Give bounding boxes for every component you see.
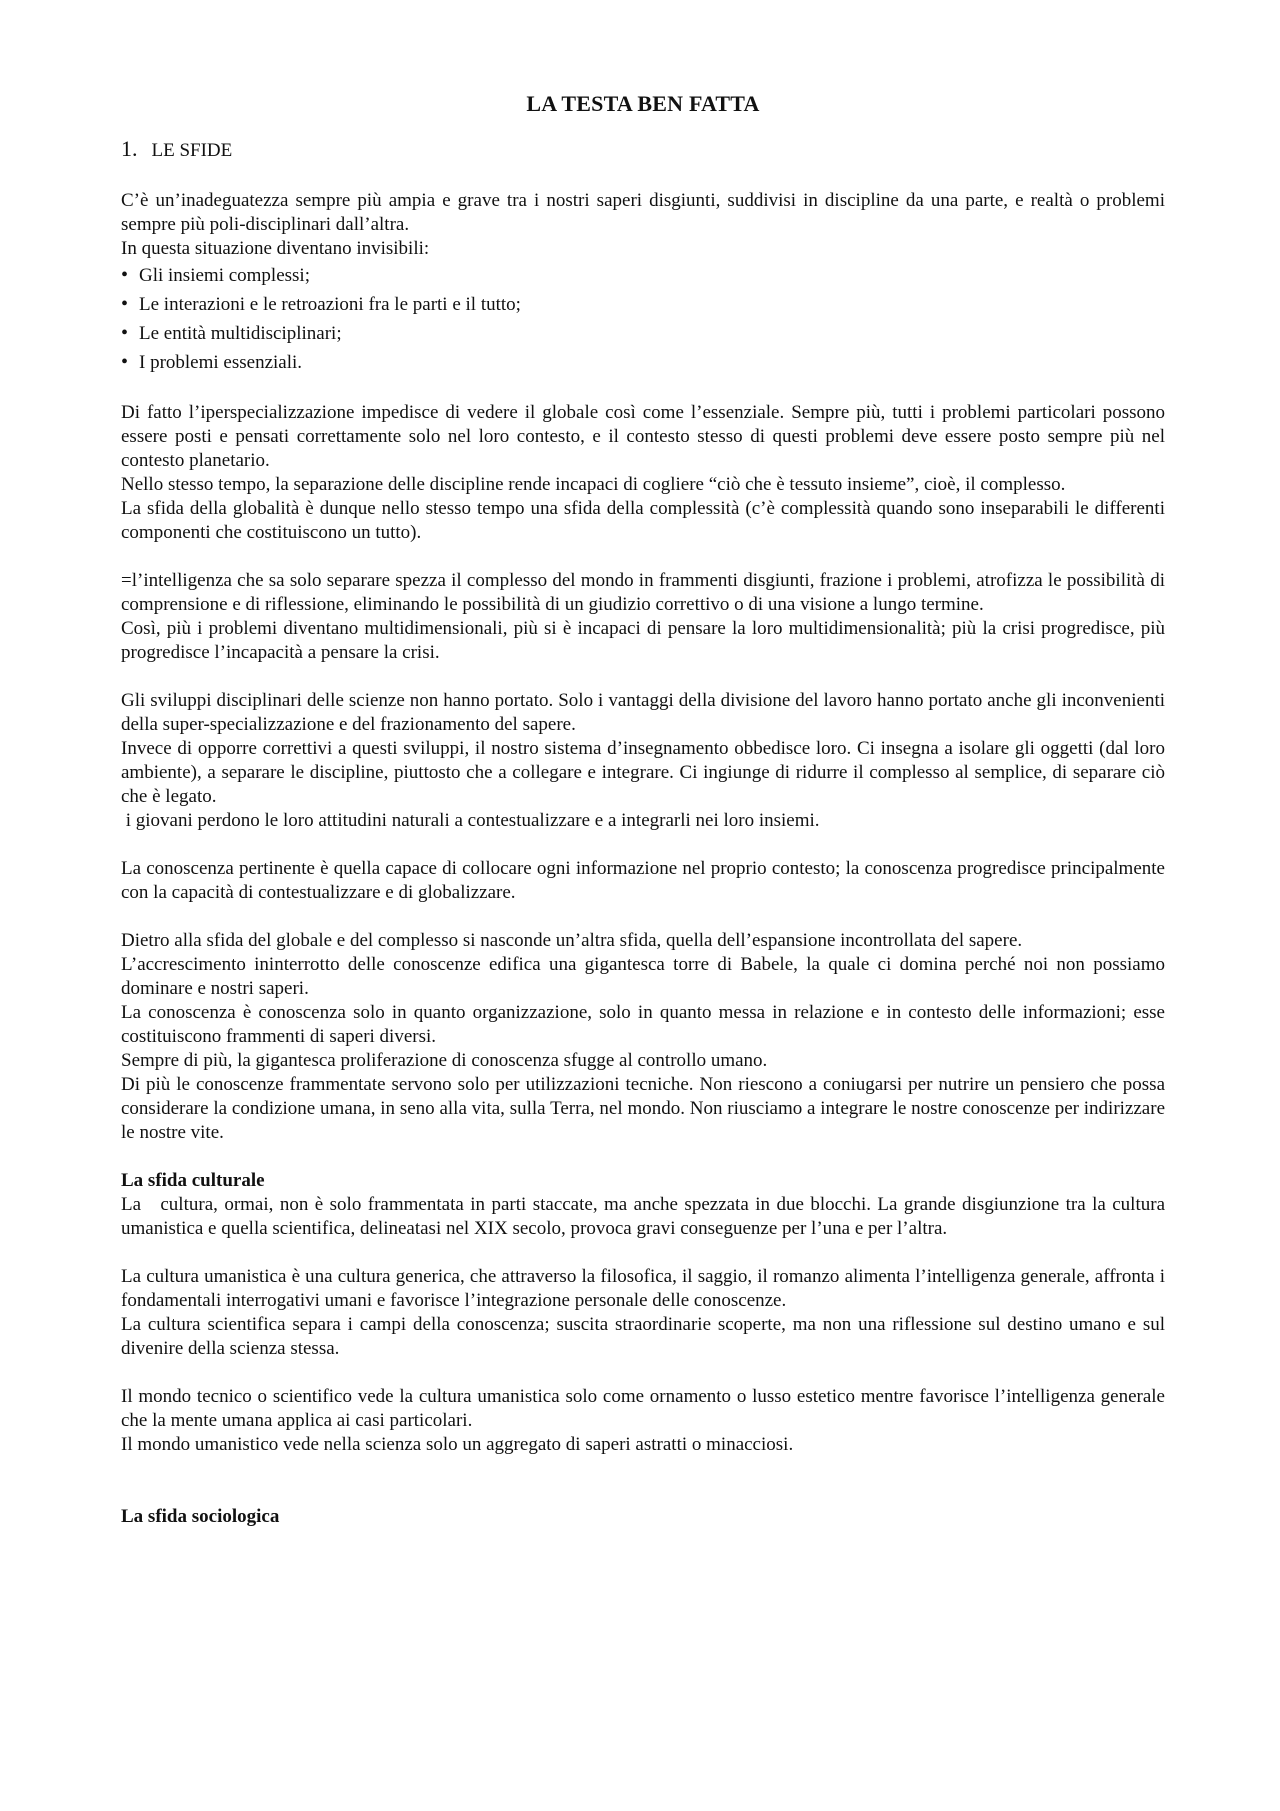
list-item: • Le entità multidisciplinari; [121,319,1165,348]
subsection-heading: La sfida culturale [121,1170,265,1191]
paragraph: La cultura umanistica è una cultura generica, che attraverso la filosofica, il saggio, il romanzo alimenta l’intelligenza generale, affronta i fondamentali interrogativi umani e favorisce l’integrazione personale delle conoscenze. [121,1266,1165,1311]
document-title: LA TESTA BEN FATTA [526,91,760,116]
subsection-heading: La sfida sociologica [121,1506,280,1527]
paragraph: Il mondo umanistico vede nella scienza solo un aggregato di saperi astratti o minacciosi. [121,1434,794,1455]
intro-block [121,189,1165,377]
section-label: LE SFIDE [151,140,233,161]
paragraph: Dietro alla sfida del globale e del complesso si nasconde un’altra sfida, quella dell’espansione incontrollata del sapere. [121,930,1023,951]
section-number: 1. [121,136,138,161]
hyperspecialization-block [121,401,1165,545]
pertinent-knowledge-block [121,857,1165,905]
paragraph: La sfida della globalità è dunque nello stesso tempo una sfida della complessità (c’è complessità quando sono inseparabili le differenti componenti che costituiscono un tutto). [121,498,1165,543]
disciplinary-block [121,689,1165,833]
paragraph: In questa situazione diventano invisibili: [121,238,430,259]
humanistic-culture-block [121,1265,1165,1361]
paragraph: Sempre di più, la gigantesca proliferazione di conoscenza sfugge al controllo umano. [121,1050,768,1071]
list-item: • Gli insiemi complessi; [121,261,1165,290]
paragraph: La cultura scientifica separa i campi della conoscenza; suscita straordinarie scoperte, ma non una riflessione sul destino umano e sul divenire della scienza stessa. [121,1314,1165,1359]
paragraph: Di fatto l’iperspecializzazione impedisce di vedere il globale così come l’essenziale. Sempre più, tutti i problemi particolari possono essere posti e pensati correttamente solo nel loro contesto, e il contesto stesso di questi problemi deve essere posto sempre più nel contesto planetario. [121,402,1165,471]
paragraph: La conoscenza è conoscenza solo in quanto organizzazione, solo in quanto messa in relazione e in contesto delle informazioni; esse costituiscono frammenti di saperi diversi. [121,1002,1165,1047]
worlds-block [121,1385,1165,1457]
list-item: • Le interazioni e le retroazioni fra le parti e il tutto; [121,290,1165,319]
paragraph: Di più le conoscenze frammentate servono solo per utilizzazioni tecniche. Non riescono a coniugarsi per nutrire un pensiero che possa considerare la condizione umana, in seno alla vita, sulla Terra, nel mondo. Non riusciamo a integrare le nostre conoscenze per indirizzare le nostre vite. [121,1074,1165,1143]
knowledge-expansion-block [121,929,1165,1145]
paragraph: La cultura, ormai, non è solo frammentata in parti staccate, ma anche spezzata in due blocchi. La grande disgiunzione tra la cultura umanistica e quella scientifica, delineatasi nel XIX secolo, provoca gravi conseguenze per l’una e per l’altra. [121,1194,1170,1239]
cultural-challenge-section [121,1169,1170,1241]
paragraph: C’è un’inadeguatezza sempre più ampia e grave tra i nostri saperi disgiunti, suddivisi in discipline da una parte, e realtà o problemi sempre più poli-disciplinari dall’altra. [121,190,1165,235]
paragraph: Il mondo tecnico o scientifico vede la cultura umanistica solo come ornamento o lusso estetico mentre favorisce l’intelligenza generale che la mente umana applica ai casi particolari. [121,1386,1165,1431]
section-heading [121,135,1165,165]
invisible-items-list [121,261,1165,377]
paragraph: =l’intelligenza che sa solo separare spezza il complesso del mondo in frammenti disgiunti, frazione i problemi, atrofizza le possibilità di comprensione e di riflessione, eliminando le possibilità di un giudizio correttivo o di una visione a lungo termine. [121,570,1165,615]
list-item: • I problemi essenziali. [121,348,1165,377]
document-body [121,90,1170,1529]
paragraph: i giovani perdono le loro attitudini naturali a contestualizzare e a integrarli nei loro insiemi. [121,810,820,831]
paragraph: Invece di opporre correttivi a questi sviluppi, il nostro sistema d’insegnamento obbedisce loro. Ci insegna a isolare gli oggetti (dal loro ambiente), a separare le discipline, piuttosto che a collegare e integrare. Ci ingiunge di ridurre il complesso al semplice, di separare ciò che è legato. [121,738,1165,807]
paragraph: La conoscenza pertinente è quella capace di collocare ogni informazione nel proprio contesto; la conoscenza progredisce principalmente con la capacità di contestualizzare e di globalizzare. [121,858,1165,903]
intelligence-block [121,569,1165,665]
paragraph: Così, più i problemi diventano multidimensionali, più si è incapaci di pensare la loro multidimensionalità; più la crisi progredisce, più progredisce l’incapacità a pensare la crisi. [121,618,1165,663]
paragraph: L’accrescimento ininterrotto delle conoscenze edifica una gigantesca torre di Babele, la quale ci domina perché noi non possiamo dominare e nostri saperi. [121,954,1165,999]
paragraph: Nello stesso tempo, la separazione delle discipline rende incapaci di cogliere “ciò che è tessuto insieme”, cioè, il complesso. [121,474,1066,495]
sociological-challenge-section [121,1505,1165,1529]
paragraph: Gli sviluppi disciplinari delle scienze non hanno portato. Solo i vantaggi della divisione del lavoro hanno portato anche gli inconvenienti della super-specializzazione e del frazionamento del sapere. [121,690,1165,735]
